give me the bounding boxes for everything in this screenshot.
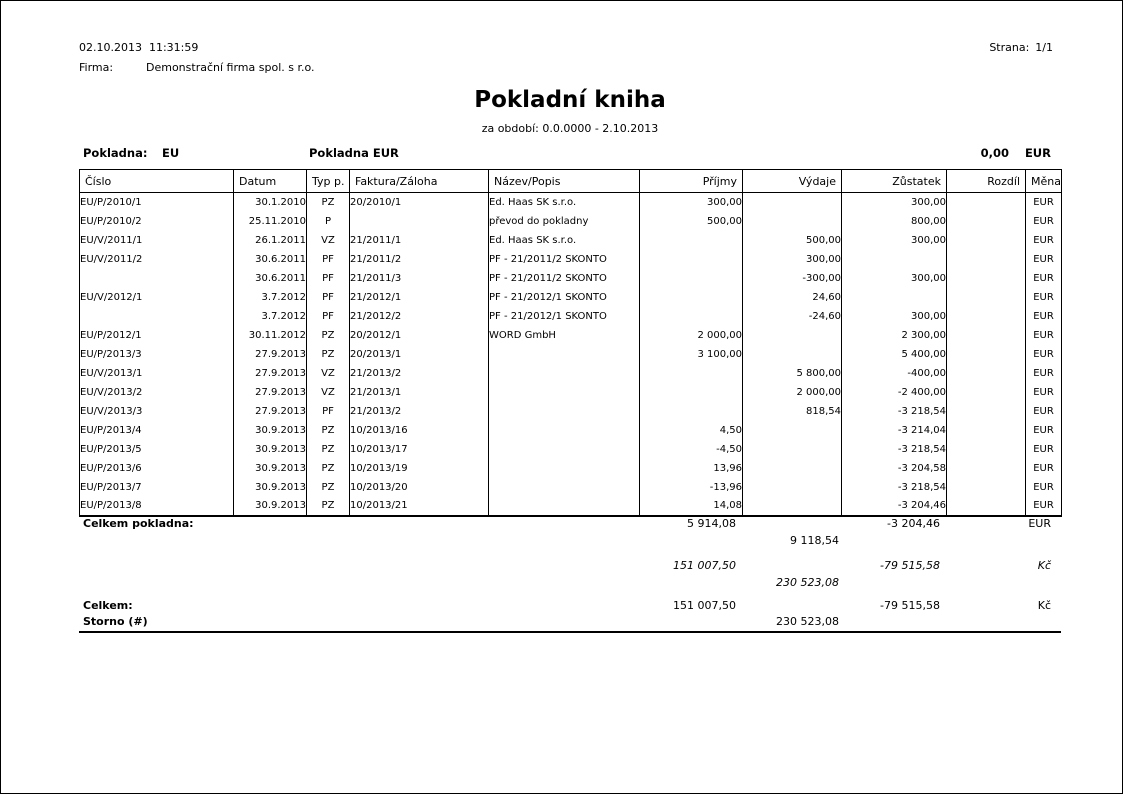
table-cell: EU/P/2013/3 [80,345,234,364]
table-cell [947,364,1026,383]
page-number: 1/1 [1035,41,1053,54]
table-cell [80,269,234,288]
table-cell: 300,00 [842,269,947,288]
table-cell: WORD GmbH [489,326,640,345]
table-cell: EU/V/2013/3 [80,402,234,421]
table-row [80,193,1062,212]
table-cell: EUR [1033,348,1054,360]
table-cell: PZ [307,326,350,345]
table-cell: 14,08 [640,497,743,516]
table-cell [947,402,1026,421]
table-cell: 500,00 [743,231,842,250]
table-cell: 30.6.2011 [234,269,307,288]
table-cell: PF - 21/2012/1 SKONTO [489,307,640,326]
table-cell: -3 204,46 [842,497,947,516]
table-cell: EU/P/2013/4 [80,421,234,440]
table-cell: PZ [307,345,350,364]
totals-converted-zustatek: -79 515,58 [880,559,940,572]
cashbox-line [79,146,1061,162]
table-cell: EUR [1033,424,1054,436]
table-cell [489,440,640,459]
table-cell [640,250,743,269]
table-cell: 10/2013/21 [350,497,489,516]
table-cell: 21/2013/1 [350,383,489,402]
table-cell: 21/2012/2 [350,307,489,326]
table-cell: 27.9.2013 [234,364,307,383]
table-cell: 21/2013/2 [350,402,489,421]
totals-storno-line [79,615,1061,632]
table-cell: 10/2013/19 [350,459,489,478]
totals-cashbox-line-2 [79,534,1061,551]
table-cell: 27.9.2013 [234,345,307,364]
table-cell [489,497,640,516]
table-cell: EU/V/2013/2 [80,383,234,402]
table-cell: EU/P/2013/6 [80,459,234,478]
table-cell: PZ [307,193,350,212]
col-header-typ: Typ p. [307,170,350,193]
table-cell: EUR [1033,443,1054,455]
table-cell [489,402,640,421]
totals-converted-prijmy: 151 007,50 [673,559,736,572]
cashbox-label: Pokladna: [83,146,148,160]
table-cell: 20/2013/1 [350,345,489,364]
table-cell [743,345,842,364]
table-cell: 4,50 [640,421,743,440]
table-cell: -13,96 [640,478,743,497]
table-cell [743,421,842,440]
table-cell: PZ [307,421,350,440]
company-label: Firma: [79,61,114,74]
table-cell: EUR [1033,386,1054,398]
table-cell: 25.11.2010 [234,212,307,231]
table-cell: převod do pokladny [489,212,640,231]
table-cell [947,459,1026,478]
table-cell: EU/P/2010/2 [80,212,234,231]
table-cell [80,307,234,326]
table-cell: PF [307,269,350,288]
table-cell [947,440,1026,459]
table-cell [947,478,1026,497]
table-cell: PZ [307,497,350,516]
table-row [80,231,1062,250]
table-row [80,459,1062,478]
table-row [80,345,1062,364]
table-cell: EUR [1033,272,1054,284]
table-body [80,193,1062,516]
table-cell: PF - 21/2011/2 SKONTO [489,269,640,288]
totals-grand-prijmy: 151 007,50 [673,599,736,612]
table-cell: 2 000,00 [640,326,743,345]
table-row [80,288,1062,307]
table-cell [489,478,640,497]
header-row-2 [79,61,1061,77]
totals-storno-label: Storno (#) [83,615,148,628]
table-cell: 26.1.2011 [234,231,307,250]
table-cell: 300,00 [842,193,947,212]
table-cell [640,402,743,421]
table-cell [947,421,1026,440]
table-cell: EUR [1033,405,1054,417]
table-cell [947,326,1026,345]
table-cell: -400,00 [842,364,947,383]
table-cell: 30.9.2013 [234,478,307,497]
table-cell: EUR [1033,196,1054,208]
table-cell: 3.7.2012 [234,288,307,307]
table-cell: -3 218,54 [842,440,947,459]
col-header-cislo: Číslo [80,170,234,193]
table-cell [947,250,1026,269]
table-cell [743,193,842,212]
table-cell: 10/2013/17 [350,440,489,459]
table-cell: 3.7.2012 [234,307,307,326]
totals-grand-zustatek: -79 515,58 [880,599,940,612]
table-cell: EU/P/2013/5 [80,440,234,459]
totals-grand-label: Celkem: [83,599,133,612]
col-header-mena: Měna [1031,174,1061,188]
table-cell [947,383,1026,402]
table-cell: 5 800,00 [743,364,842,383]
table-cell: EU/V/2011/2 [80,250,234,269]
table-cell: 10/2013/16 [350,421,489,440]
table-cell: -24,60 [743,307,842,326]
table-cell: 3 100,00 [640,345,743,364]
table-cell: EU/P/2013/8 [80,497,234,516]
cashbox-opening-balance: 0,00 [980,146,1009,160]
table-cell: 13,96 [640,459,743,478]
table-cell: PF - 21/2012/1 SKONTO [489,288,640,307]
table-cell: -300,00 [743,269,842,288]
table-cell: 5 400,00 [842,345,947,364]
table-row [80,421,1062,440]
col-header-datum: Datum [234,170,307,193]
table-cell [743,459,842,478]
col-header-nazev: Název/Popis [489,170,640,193]
company-name: Demonstrační firma spol. s r.o. [146,61,315,74]
table-cell: PF [307,288,350,307]
table-cell: 2 300,00 [842,326,947,345]
table-cell: 30.1.2010 [234,193,307,212]
table-cell: EUR [1033,481,1054,493]
table-cell [743,440,842,459]
table-cell: PF [307,402,350,421]
table-cell [743,478,842,497]
table-cell [842,250,947,269]
table-cell: -2 400,00 [842,383,947,402]
table-cell [743,326,842,345]
table-cell: EUR [1033,253,1054,265]
col-header-rozdil: Rozdíl [947,170,1026,193]
table-cell: EU/P/2010/1 [80,193,234,212]
table-cell [947,269,1026,288]
table-cell: EUR [1033,310,1054,322]
table-cell: 20/2010/1 [350,193,489,212]
totals-cashbox-line-1 [79,517,1061,534]
table-cell: 21/2011/2 [350,250,489,269]
table-cell: PZ [307,459,350,478]
table-cell: 30.9.2013 [234,497,307,516]
table-cell: 300,00 [743,250,842,269]
table-cell [640,231,743,250]
table-cell: EU/P/2012/1 [80,326,234,345]
table-cell [489,459,640,478]
totals-storno-vydaje: 230 523,08 [776,615,839,628]
table-row [80,402,1062,421]
table-cell: 21/2012/1 [350,288,489,307]
table-cell [947,231,1026,250]
table-row [80,478,1062,497]
table-row [80,364,1062,383]
table-row [80,326,1062,345]
table-cell: 300,00 [842,231,947,250]
table-cell [743,212,842,231]
table-row [80,212,1062,231]
table-cell [640,307,743,326]
cashbook-table [79,169,1062,517]
table-cell: 800,00 [842,212,947,231]
col-header-vydaje: Výdaje [743,170,842,193]
table-cell: -3 218,54 [842,402,947,421]
totals-converted-line-1 [79,559,1061,576]
col-header-zustatek: Zůstatek [842,170,947,193]
col-header-faktura: Faktura/Záloha [350,170,489,193]
table-row [80,307,1062,326]
cashbox-name: Pokladna EUR [309,146,399,160]
table-cell: EUR [1033,291,1054,303]
table-cell: EUR [1033,367,1054,379]
cashbox-code: EU [162,146,180,160]
table-cell: 818,54 [743,402,842,421]
page-indicator [989,41,1053,54]
totals-cashbox-prijmy: 5 914,08 [687,517,736,530]
table-cell [489,383,640,402]
table-cell: Ed. Haas SK s.r.o. [489,193,640,212]
table-cell [947,307,1026,326]
table-cell [947,193,1026,212]
table-cell: 300,00 [842,307,947,326]
table-cell [640,364,743,383]
table-cell: -3 214,04 [842,421,947,440]
table-cell [489,364,640,383]
table-cell: 10/2013/20 [350,478,489,497]
table-cell: VZ [307,364,350,383]
table-cell: EUR [1033,215,1054,227]
table-header-row [80,170,1062,193]
table-cell: 2 000,00 [743,383,842,402]
page-label: Strana: [989,41,1030,54]
table-cell [489,345,640,364]
table-cell: EUR [1033,234,1054,246]
totals-cashbox-vydaje: 9 118,54 [790,534,839,547]
table-cell: PF - 21/2011/2 SKONTO [489,250,640,269]
report-title: Pokladní kniha [474,87,666,113]
table-cell: EUR [1033,462,1054,474]
table-cell: 21/2011/1 [350,231,489,250]
table-cell [947,497,1026,516]
totals-converted-mena: Kč [1037,559,1051,572]
table-cell: P [307,212,350,231]
table-cell [947,345,1026,364]
table-cell [743,497,842,516]
table-cell: 24,60 [743,288,842,307]
table-cell [842,288,947,307]
table-cell: 30.9.2013 [234,421,307,440]
table-cell: 27.9.2013 [234,383,307,402]
table-cell: 500,00 [640,212,743,231]
table-cell [350,212,489,231]
totals-converted-vydaje: 230 523,08 [776,576,839,589]
table-cell: EU/V/2013/1 [80,364,234,383]
table-row [80,497,1062,516]
table-cell: EU/V/2012/1 [80,288,234,307]
table-cell: 27.9.2013 [234,402,307,421]
table-cell: EUR [1033,500,1054,511]
table-cell [947,288,1026,307]
report-subtitle: za období: 0.0.0000 - 2.10.2013 [481,122,659,135]
table-cell [640,288,743,307]
table-cell: -3 218,54 [842,478,947,497]
table-cell: PF [307,250,350,269]
report-bottom-rule [79,631,1061,633]
totals-cashbox-mena: EUR [1028,517,1051,530]
table-cell: EU/V/2011/1 [80,231,234,250]
table-row [80,269,1062,288]
table-cell: -4,50 [640,440,743,459]
header-row-1 [79,41,1061,57]
table-row [80,440,1062,459]
totals-grand-mena: Kč [1037,599,1051,612]
totals-converted-line-2 [79,576,1061,593]
table-cell: 20/2012/1 [350,326,489,345]
table-cell: 30.6.2011 [234,250,307,269]
cashbox-currency: EUR [1024,146,1051,160]
table-cell [640,383,743,402]
table-cell: PF [307,307,350,326]
col-header-prijmy: Příjmy [640,170,743,193]
table-cell: PZ [307,478,350,497]
print-datetime: 02.10.2013 11:31:59 [79,41,199,54]
table-cell: 21/2011/3 [350,269,489,288]
table-cell: PZ [307,440,350,459]
table-cell: EUR [1033,329,1054,341]
table-cell: -3 204,58 [842,459,947,478]
totals-cashbox-zustatek: -3 204,46 [887,517,940,530]
table-cell: 30.9.2013 [234,440,307,459]
table-cell: 30.9.2013 [234,459,307,478]
table-cell: EU/P/2013/7 [80,478,234,497]
table-row [80,250,1062,269]
totals-grand-line-1 [79,599,1061,616]
table-cell [489,421,640,440]
table-cell: 21/2013/2 [350,364,489,383]
table-cell: VZ [307,383,350,402]
table-cell [640,269,743,288]
table-cell: VZ [307,231,350,250]
table-cell: 300,00 [640,193,743,212]
table-row [80,383,1062,402]
table-cell: 30.11.2012 [234,326,307,345]
table-cell: Ed. Haas SK s.r.o. [489,231,640,250]
totals-cashbox-label: Celkem pokladna: [83,517,194,530]
table-cell [947,212,1026,231]
